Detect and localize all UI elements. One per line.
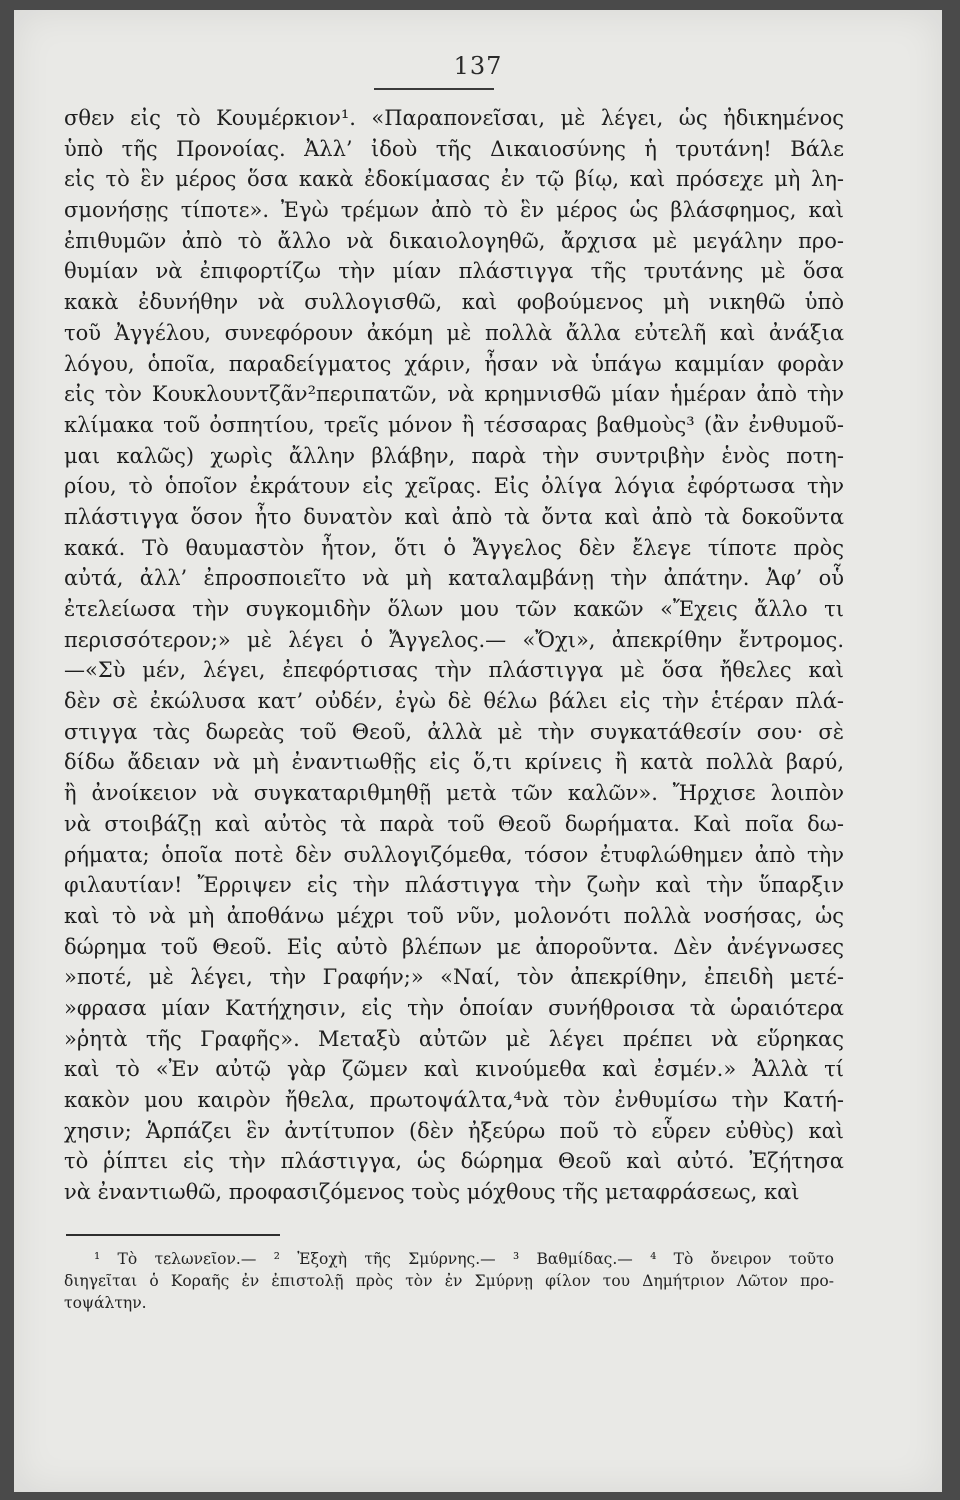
footnotes: [64, 1248, 834, 1314]
text-line: ρήματα; ὁποῖα ποτὲ δὲν συλλογιζόμεθα, τόσον ἐτυφλώθημεν ἀπὸ τὴν: [64, 842, 844, 867]
body-text: [64, 103, 844, 1208]
text-line: θυμίαν νὰ ἐπιφορτίζω τὴν μίαν πλάστιγγα τῆς τρυτάνης μὲ ὅσα: [64, 259, 844, 284]
text-line: ἐπιθυμῶν ἀπὸ τὸ ἄλλο νὰ δικαιολογηθῶ, ἄρχισα μὲ μεγάλην προ-: [64, 228, 844, 253]
text-line: καὶ τὸ νὰ μὴ ἀποθάνω μέχρι τοῦ νῦν, μολονότι πολλὰ νοσήσας, ὡς: [64, 903, 844, 928]
text-line: αὐτά, ἀλλ’ ἐπροσποιεῖτο νὰ μὴ καταλαμβάνῃ τὴν ἀπάτην. Ἀφ’ οὗ: [64, 566, 844, 591]
text-line: περισσότερον;» μὲ λέγει ὁ Ἄγγελος.— «Ὄχι», ἀπεκρίθην ἔντρομος.: [64, 627, 844, 652]
text-line: ἢ ἀνοίκειον νὰ συγκαταριθμηθῇ μετὰ τῶν καλῶν». Ἤρχισε λοιπὸν: [64, 781, 844, 806]
text-line: κακά. Τὸ θαυμαστὸν ἦτον, ὅτι ὁ Ἄγγελος δὲν ἔλεγε τίποτε πρὸς: [64, 535, 844, 560]
footnote-line: ¹ Τὸ τελωνεῖον.— ² Ἐξοχὴ τῆς Σμύρνης.— ³ Βαθμίδας.— ⁴ Τὸ ὄνειρον τοῦτο: [94, 1250, 834, 1268]
text-line: κακὸν μου καιρὸν ἤθελα, πρωτοψάλτα,⁴νὰ τὸν ἐνθυμίσω τὴν Κατή-: [64, 1088, 844, 1112]
text-line: σμονήσῃς τίποτε». Ἐγὼ τρέμων ἀπὸ τὸ ἓν μέρος ὡς βλάσφημος, καὶ: [64, 198, 844, 223]
text-line: κλίμακα τοῦ ὀσπητίου, τρεῖς μόνον ἢ τέσσαρας βαθμοὺς³ (ἂν ἐνθυμοῦ-: [64, 412, 844, 437]
footnote-line: διηγεῖται ὁ Κοραῆς ἐν ἐπιστολῇ πρὸς τὸν ἐν Σμύρνῃ φίλον του Δημήτριον Λῶτον προ-: [64, 1272, 834, 1290]
text-line: νὰ ἐναντιωθῶ, προφασιζόμενος τοὺς μόχθους τῆς μεταφράσεως, καὶ: [64, 1180, 800, 1205]
text-line: εἰς τὸ ἓν μέρος ὅσα κακὰ ἐδοκίμασας ἐν τῷ βίῳ, καὶ πρόσεχε μὴ λη-: [64, 167, 844, 192]
text-line: τὸ ῥίπτει εἰς τὴν πλάστιγγα, ὡς δώρημα Θεοῦ καὶ αὐτό. Ἐζήτησα: [64, 1149, 844, 1174]
page-number: 137: [453, 52, 503, 80]
text-line: »φρασα μίαν Κατήχησιν, εἰς τὴν ὁποίαν συνήθροισα τὰ ὡραιότερα: [64, 995, 844, 1020]
text-line: εἰς τὸν Κουκλουντζᾶν²περιπατῶν, νὰ κρημνισθῶ μίαν ἡμέραν ἀπὸ τὴν: [64, 382, 844, 407]
text-line: καὶ τὸ «Ἐν αὐτῷ γὰρ ζῶμεν καὶ κινούμεθα καὶ ἐσμέν.» Ἀλλὰ τί: [64, 1057, 844, 1082]
text-line: στιγγα τὰς δωρεὰς τοῦ Θεοῦ, ἀλλὰ μὲ τὴν συγκατάθεσίν σου· σὲ: [64, 719, 844, 744]
text-line: δώρημα τοῦ Θεοῦ. Εἰς αὐτὸ βλέπων με ἀποροῦντα. Δὲν ἀνέγνωσες: [64, 934, 844, 959]
book-page: [14, 10, 942, 1492]
text-line: ρίου, τὸ ὁποῖον ἐκράτουν εἰς χεῖρας. Εἰς ὀλίγα λόγια ἐφόρτωσα τὴν: [64, 474, 844, 499]
text-line: τοῦ Ἀγγέλου, συνεφόρουν ἀκόμη μὲ πολλὰ ἄλλα εὐτελῆ καὶ ἀνάξια: [64, 320, 844, 345]
text-line: χησιν; Ἁρπάζει ἓν ἀντίτυπον (δὲν ἠξεύρω ποῦ τὸ εὗρεν εὐθὺς) καὶ: [64, 1118, 844, 1143]
text-line: νὰ στοιβάζῃ καὶ αὐτὸς τὰ παρὰ τοῦ Θεοῦ δωρήματα. Καὶ ποῖα δω-: [64, 811, 844, 836]
text-line: ἐτελείωσα τὴν συγκομιδὴν ὅλων μου τῶν κακῶν «Ἔχεις ἄλλο τι: [64, 597, 844, 621]
text-line: κακὰ ἐδυνήθην νὰ συλλογισθῶ, καὶ φοβούμενος μὴ νικηθῶ ὑπὸ: [64, 290, 844, 315]
text-line: —«Σὺ μέν, λέγει, ἐπεφόρτισας τὴν πλάστιγγα μὲ ὅσα ἤθελες καὶ: [64, 658, 844, 683]
page-number-rule: [374, 88, 494, 90]
text-line: φιλαυτίαν! Ἔρριψεν εἰς τὴν πλάστιγγα τὴν ζωὴν καὶ τὴν ὕπαρξιν: [64, 873, 844, 898]
text-line: δίδω ἄδειαν νὰ μὴ ἐναντιωθῇς εἰς ὅ,τι κρίνεις ἢ κατὰ πολλὰ βαρύ,: [64, 750, 844, 775]
text-line: δὲν σὲ ἐκώλυσα κατ’ οὐδέν, ἐγὼ δὲ θέλω βάλει εἰς τὴν ἑτέραν πλά-: [64, 689, 844, 714]
text-line: πλάστιγγα ὅσον ἦτο δυνατὸν καὶ ἀπὸ τὰ ὄντα καὶ ἀπὸ τὰ δοκοῦντα: [64, 504, 844, 529]
text-line: σθεν εἰς τὸ Κουμέρκιον¹. «Παραπονεῖσαι, μὲ λέγει, ὡς ἠδικημένος: [64, 106, 844, 130]
text-line: ὑπὸ τῆς Προνοίας. Ἀλλ’ ἰδοὺ τῆς Δικαιοσύνης ἡ τρυτάνη! Βάλε: [64, 136, 844, 161]
text-line: λόγου, ὁποῖα, παραδείγματος χάριν, ἦσαν νὰ ὑπάγω καμμίαν φορὰν: [64, 351, 844, 376]
text-line: »ῥητὰ τῆς Γραφῆς». Μεταξὺ αὐτῶν μὲ λέγει πρέπει νὰ εὕρηκας: [64, 1026, 844, 1051]
footnote-line: τοψάλτην.: [64, 1294, 147, 1312]
text-line: »ποτέ, μὲ λέγει, τὴν Γραφήν;» «Ναί, τὸν ἀπεκρίθην, ἐπειδὴ μετέ-: [64, 965, 844, 990]
footnote-rule: [66, 1234, 280, 1236]
text-line: μαι καλῶς) χωρὶς ἄλλην βλάβην, παρὰ τὴν συντριβὴν ἑνὸς ποτη-: [64, 443, 844, 468]
